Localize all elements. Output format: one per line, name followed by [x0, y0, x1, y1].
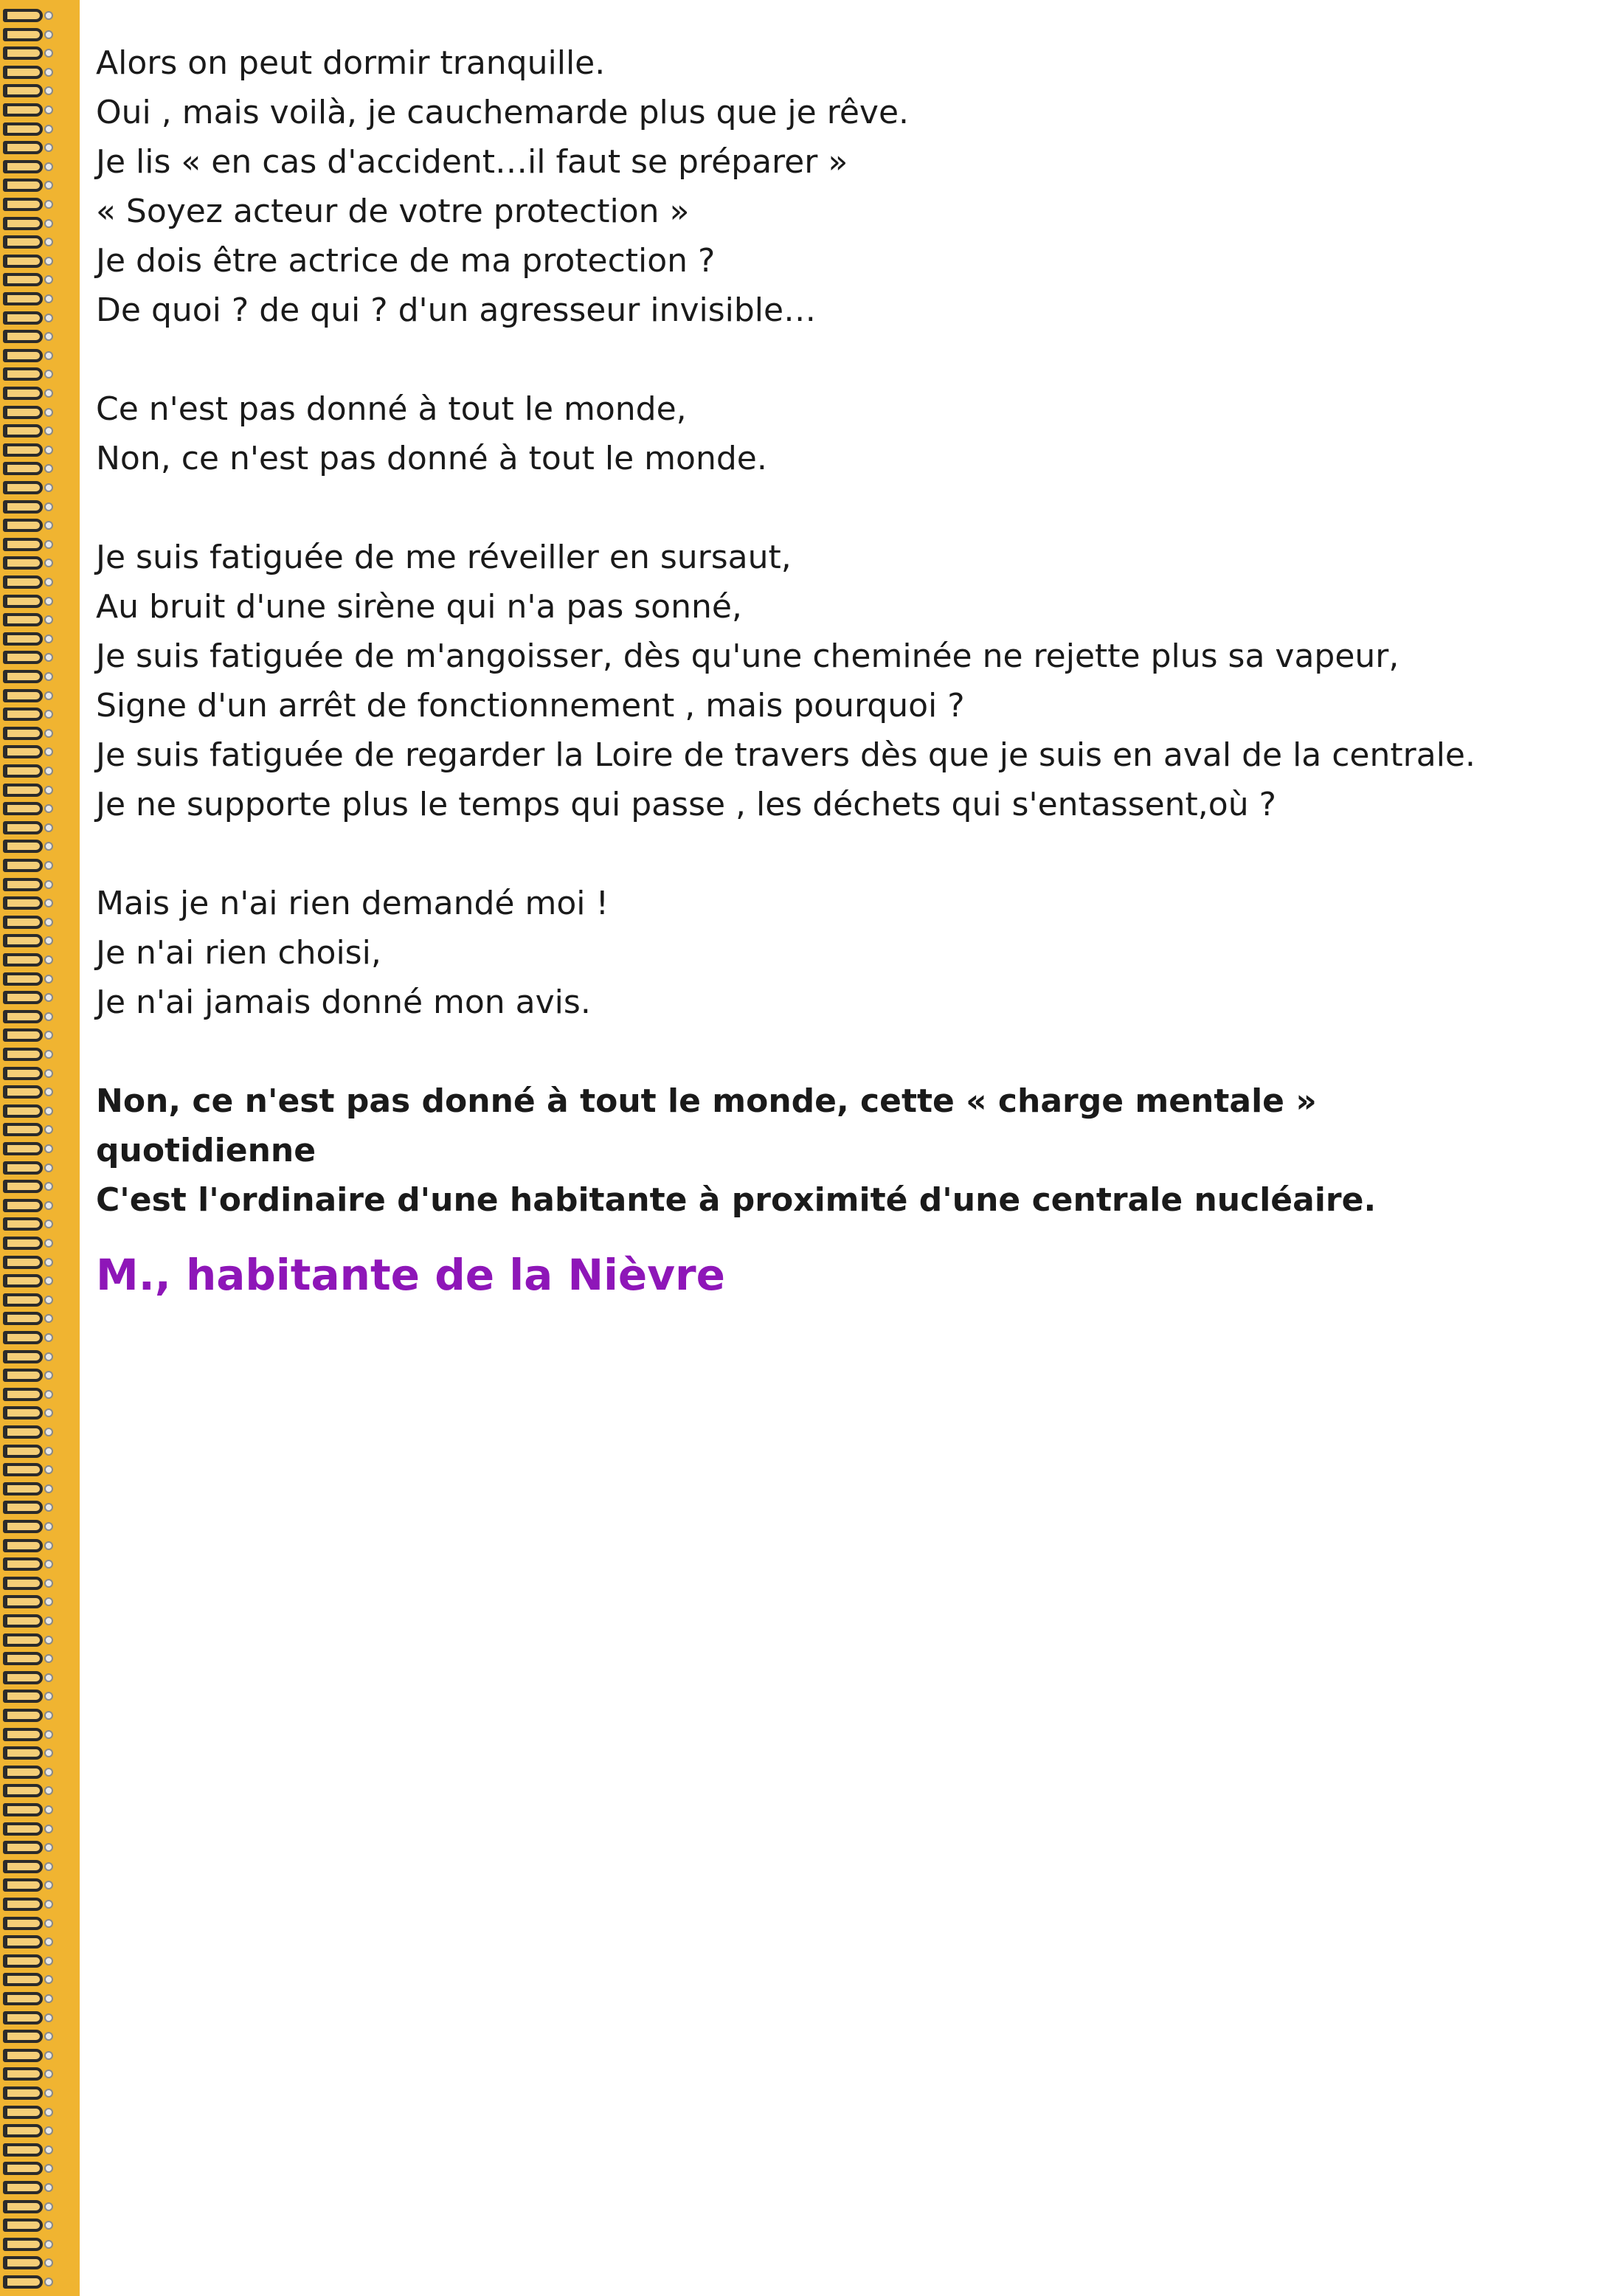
binding-coil — [0, 6, 46, 25]
binding-coil — [0, 1498, 46, 1517]
binding-coil — [0, 2008, 46, 2027]
binding-coil — [0, 818, 46, 837]
binding-coil — [0, 2064, 46, 2084]
binding-coil — [0, 2140, 46, 2160]
binding-coil — [0, 270, 46, 289]
binding-coil — [0, 1064, 46, 1083]
spiral-binding — [0, 0, 80, 2296]
binding-coil — [0, 1668, 46, 1687]
binding-coil — [0, 252, 46, 271]
binding-coil — [0, 1102, 46, 1121]
line: Je suis fatiguée de m'angoisser, dès qu'une cheminée ne rejette plus sa vapeur, — [96, 637, 1399, 675]
binding-coil — [0, 1838, 46, 1857]
binding-coil — [0, 667, 46, 686]
binding-coil — [0, 214, 46, 233]
binding-coil — [0, 327, 46, 346]
binding-coil — [0, 1253, 46, 1272]
binding-coil — [0, 1347, 46, 1366]
line: Signe d'un arrêt de fonctionnement , mais pourquoi ? — [96, 687, 965, 725]
binding-coil — [0, 120, 46, 139]
binding-coil — [0, 195, 46, 214]
binding-coil — [0, 478, 46, 497]
binding-coil — [0, 346, 46, 365]
line: Je dois être actrice de ma protection ? — [96, 242, 716, 280]
binding-coil — [0, 1725, 46, 1744]
binding-coil — [0, 2253, 46, 2272]
binding-coil — [0, 931, 46, 950]
binding-coil — [0, 1631, 46, 1650]
binding-coil — [0, 384, 46, 403]
line: Je suis fatiguée de regarder la Loire de travers dès que je suis en aval de la centrale. — [96, 736, 1475, 774]
binding-coil — [0, 289, 46, 308]
binding-coil — [0, 25, 46, 44]
binding-coil — [0, 1309, 46, 1328]
line: « Soyez acteur de votre protection » — [96, 193, 690, 230]
binding-coil — [0, 1007, 46, 1026]
binding-coil — [0, 2027, 46, 2046]
binding-coil — [0, 1555, 46, 1574]
binding-coil — [0, 893, 46, 913]
binding-coil — [0, 44, 46, 63]
binding-coil — [0, 742, 46, 761]
line: Mais je n'ai rien demandé moi ! — [96, 885, 609, 922]
binding-coil — [0, 1045, 46, 1064]
line: De quoi ? de qui ? d'un agresseur invisible… — [96, 291, 817, 329]
binding-coil — [0, 856, 46, 875]
binding-coil — [0, 2216, 46, 2235]
line: Je ne supporte plus le temps qui passe , les déchets qui s'entassent,où ? — [96, 786, 1276, 823]
binding-coil — [0, 157, 46, 176]
line: Je lis « en cas d'accident…il faut se préparer » — [96, 143, 848, 181]
binding-coil — [0, 1951, 46, 1971]
binding-coil — [0, 610, 46, 629]
binding-coil — [0, 1857, 46, 1876]
binding-coil — [0, 969, 46, 989]
conclusion — [96, 1076, 1538, 1225]
binding-coil — [0, 592, 46, 611]
binding-coil — [0, 403, 46, 422]
binding-coil — [0, 2121, 46, 2140]
binding-coil — [0, 1536, 46, 1555]
binding-coil — [0, 1271, 46, 1290]
binding-coil — [0, 553, 46, 573]
binding-coil — [0, 2178, 46, 2197]
binding-coil — [0, 421, 46, 440]
binding-coil — [0, 648, 46, 667]
binding-coil — [0, 1687, 46, 1706]
binding-coil — [0, 1800, 46, 1819]
binding-coil — [0, 2159, 46, 2178]
binding-coil — [0, 2103, 46, 2122]
binding-coil — [0, 1328, 46, 1347]
binding-coil — [0, 2272, 46, 2292]
line: Alors on peut dormir tranquille. — [96, 44, 606, 82]
binding-coil — [0, 988, 46, 1007]
binding-coil — [0, 837, 46, 856]
line: Non, ce n'est pas donné à tout le monde. — [96, 440, 767, 477]
stanza-4 — [96, 879, 1538, 1027]
binding-coil — [0, 1196, 46, 1215]
line: Je n'ai jamais donné mon avis. — [96, 983, 591, 1021]
binding-coil — [0, 1026, 46, 1045]
binding-coil — [0, 1403, 46, 1422]
binding-coil — [0, 138, 46, 157]
binding-coil — [0, 497, 46, 516]
binding-coil — [0, 1875, 46, 1895]
line: Oui , mais voilà, je cauchemarde plus que je rêve. — [96, 94, 909, 131]
binding-coil — [0, 2046, 46, 2065]
binding-coil — [0, 781, 46, 800]
binding-coil — [0, 1158, 46, 1178]
binding-coil — [0, 63, 46, 82]
binding-coil — [0, 1385, 46, 1404]
binding-coil — [0, 2197, 46, 2216]
binding-coil — [0, 1460, 46, 1479]
conclusion-line: C'est l'ordinaire d'une habitante à proximité d'une centrale nucléaire. — [96, 1181, 1377, 1219]
binding-coil — [0, 1781, 46, 1800]
binding-coil — [0, 1592, 46, 1611]
binding-coil — [0, 1442, 46, 1461]
binding-coil — [0, 100, 46, 120]
binding-coil — [0, 1120, 46, 1139]
binding-coil — [0, 459, 46, 478]
binding-coil — [0, 1706, 46, 1725]
binding-coil — [0, 232, 46, 252]
poem-text — [96, 38, 1538, 1304]
line: Au bruit d'une sirène qui n'a pas sonné, — [96, 588, 742, 626]
binding-coil — [0, 686, 46, 705]
line: Ce n'est pas donné à tout le monde, — [96, 390, 687, 428]
binding-coil — [0, 705, 46, 724]
binding-coil — [0, 1895, 46, 1914]
binding-coil — [0, 1517, 46, 1536]
binding-coil — [0, 81, 46, 100]
binding-coil — [0, 573, 46, 592]
binding-coil — [0, 1763, 46, 1782]
binding-coil — [0, 724, 46, 743]
binding-coil — [0, 1234, 46, 1253]
binding-coil — [0, 1914, 46, 1933]
stanza-3 — [96, 533, 1538, 829]
conclusion-line: Non, ce n'est pas donné à tout le monde, cette « charge mentale » quotidienne — [96, 1082, 1317, 1169]
binding-coil — [0, 364, 46, 384]
line: Je n'ai rien choisi, — [96, 934, 381, 972]
binding-coil — [0, 1970, 46, 1989]
binding-coil — [0, 2084, 46, 2103]
binding-coil — [0, 1290, 46, 1310]
binding-coil — [0, 1743, 46, 1763]
binding-coil — [0, 1574, 46, 1593]
binding-coil — [0, 950, 46, 969]
binding-coil — [0, 1139, 46, 1158]
binding-coil — [0, 629, 46, 649]
stanza-1 — [96, 38, 1538, 335]
binding-coil — [0, 1214, 46, 1234]
binding-coil — [0, 1819, 46, 1839]
binding-coil — [0, 308, 46, 328]
signature: M., habitante de la Nièvre — [96, 1250, 725, 1300]
binding-coil — [0, 1177, 46, 1196]
binding-coil — [0, 875, 46, 894]
binding-coil — [0, 1479, 46, 1498]
binding-coil — [0, 535, 46, 554]
binding-coil — [0, 761, 46, 781]
binding-coil — [0, 1366, 46, 1385]
binding-coil — [0, 2235, 46, 2254]
stanza-2 — [96, 384, 1538, 483]
binding-coil — [0, 1611, 46, 1631]
binding-coil — [0, 440, 46, 460]
binding-coil — [0, 1082, 46, 1102]
binding-coil — [0, 1989, 46, 2008]
binding-coil — [0, 1422, 46, 1442]
binding-coil — [0, 176, 46, 195]
binding-coil — [0, 516, 46, 535]
binding-coil — [0, 913, 46, 932]
binding-coil — [0, 799, 46, 818]
line: Je suis fatiguée de me réveiller en sursaut, — [96, 539, 792, 576]
binding-coil — [0, 1649, 46, 1668]
binding-coil — [0, 1932, 46, 1951]
